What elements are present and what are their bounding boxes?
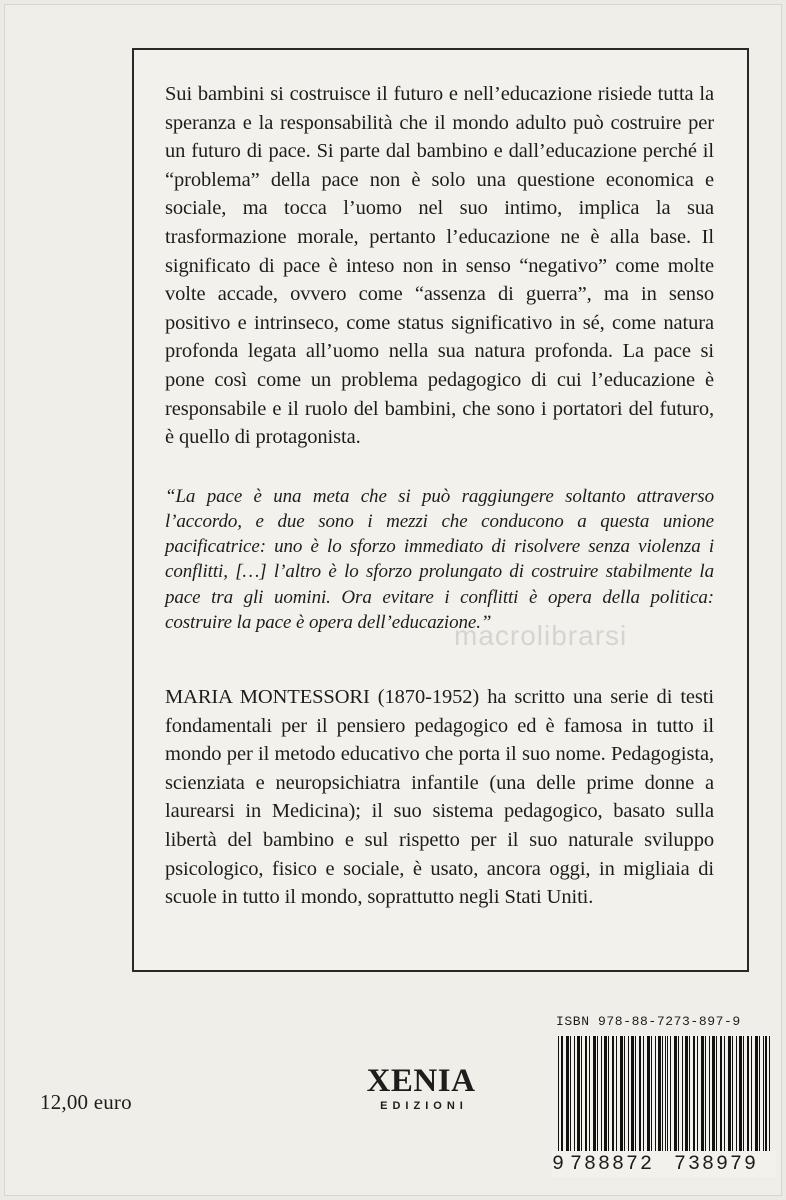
montessori-quote: “La pace è una meta che si può raggiungere soltanto attraverso l’accordo, e due sono i mezzi che conducono a questa unione pacificatrice: uno è lo sforzo immediato di risolvere senza violenza i conflitti, […] l’altro è lo sforzo prolungato di costruire stabilmente la pace tra gli uomini. Ora evitare i conflitti è opera della politica: costruire la pace è opera dell’educazione.”	[165, 485, 714, 633]
isbn-label: ISBN 978-88-7273-897-9	[556, 1014, 741, 1029]
frame-content	[165, 80, 714, 912]
publisher-subtitle: EDIZIONI	[380, 1100, 468, 1112]
back-cover	[4, 4, 782, 1196]
barcode-guard-right	[765, 1036, 770, 1164]
publisher-logo	[341, 1064, 501, 1112]
barcode-guard-middle	[661, 1036, 667, 1164]
price: 12,00 euro	[40, 1090, 132, 1114]
barcode-digits	[552, 1151, 776, 1177]
publisher-name: XENIA	[366, 1063, 476, 1099]
blurb-paragraph: Sui bambini si costruisce il futuro e nell’educazione risiede tutta la speranza e la responsabilità che il mondo adulto può costruire per un futuro di pace. Si parte dal bambino e dall’educazione perché il “problema” della pace non è solo una questione economica e sociale, ma tocca l’uomo nel suo intimo, implica la sua trasformazione morale, pertanto l’educazione ne è alla base. Il significato di pace è inteso non in senso “negativo” come molte volte accade, ovvero come “assenza di guerra”, ma in senso positivo e intrinseco, come status significativo in sé, come natura profonda legata all’uomo nella sua natura profonda. La pace si pone così come un problema pedagogico di cui l’educazione è responsabile e il ruolo del bambini, che sono i portatori del futuro, è quello di protagonista.	[165, 83, 714, 449]
watermark: macrolibrarsi	[454, 620, 628, 651]
barcode-digits-right: 738979	[674, 1153, 759, 1176]
barcode	[552, 1012, 776, 1180]
barcode-guard-left	[558, 1036, 563, 1164]
barcode-digits-left: 788872	[570, 1153, 655, 1176]
barcode-digit-first: 9	[552, 1153, 565, 1176]
text-frame	[132, 48, 749, 972]
author-bio: MARIA MONTESSORI (1870-1952) ha scritto una serie di testi fondamentali per il pensiero pedagogico ed è famosa in tutto il mondo per il metodo educativo che porta il suo nome. Pedagogista, scienziata e neuropsichiatra infantile (una delle prime donne a laurearsi in Medicina); il suo sistema pedagogico, basato sulla libertà del bambino e sul rispetto per il suo naturale sviluppo psicologico, fisico e sociale, è usato, ancora oggi, in migliaia di scuole in tutto il mondo, soprattutto negli Stati Uniti.	[165, 685, 714, 909]
